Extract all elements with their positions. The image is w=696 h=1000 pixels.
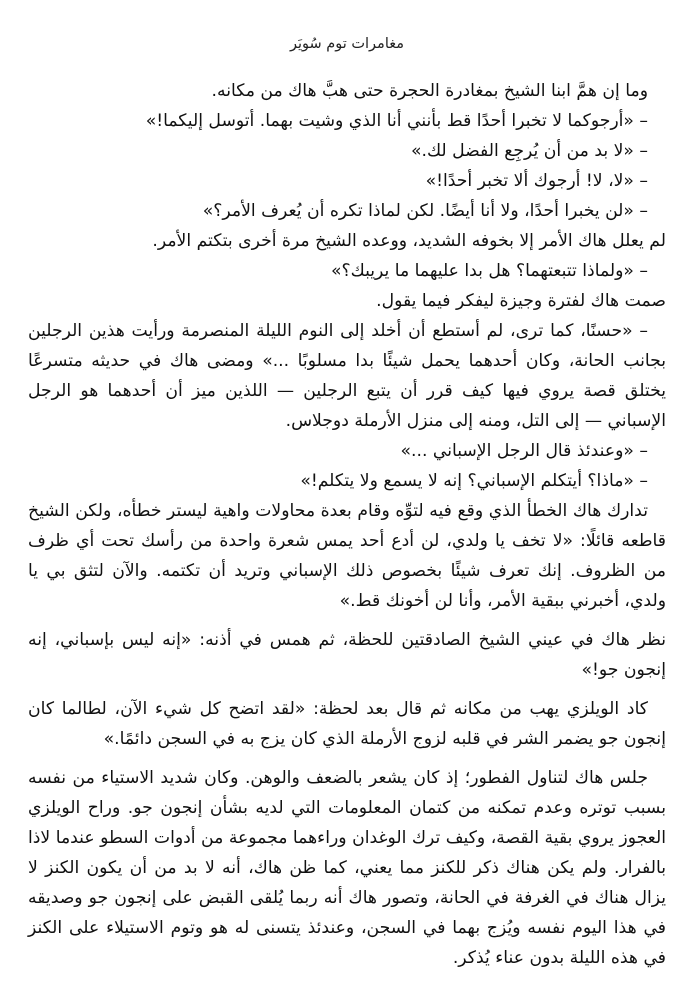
paragraph: تدارك هاك الخطأ الذي وقع فيه لتوِّه وقام بعدة محاولات واهية ليستر خطأه، ولكن الشيخ قاطعه قائلًا: «لا تخف يا ولدي، لن أدع أحد يمس شعرة واحدة من رأسك تحت أي ظرف من الظروف. إنك تعرف شيئًا بخصوص ذلك الإسباني وتريد أن تكتمه. والآن لتثق بي يا ولدي، أخبرني ببقية الأمر، وأنا لن أخونك قط.» (28, 501, 666, 611)
dialogue-line: – «ماذا؟ أيتكلم الإسباني؟ إنه لا يسمع ولا يتكلم!» (300, 471, 648, 491)
paragraph: جلس هاك لتناول الفطور؛ إذ كان يشعر بالضعف والوهن. وكان شديد الاستياء من نفسه بسبب توتره وعدم تمكنه من كتمان المعلومات التي لديه بشأن إنجون جو. وراح الويلزي العجوز يروي بقية القصة، وكيف ترك الوغدان وراءهما مجموعة من أدوات السطو عندما لاذا بالفرار. ولم يكن هناك ذكر للكنز مما يعني، كما ظن هاك، أنه لا بد من أن يكون الكنز لا يزال هناك في الغرفة في الحانة، وتصور هاك أنه ربما يُلقى القبض على إنجون جو وصديقه في هذا اليوم نفسه ويُزج بهما في السجن، وعندئذ يتسنى له هو وتوم الاستيلاء على الكنز في هذه الليلة بدون عناء يُذكر. (28, 768, 666, 968)
paragraph: وما إن همَّ ابنا الشيخ بمغادرة الحجرة حتى هبَّ هاك من مكانه. (211, 81, 648, 101)
dialogue-line: – «ولماذا تتبعتهما؟ هل بدا عليهما ما يريبك؟» (330, 261, 648, 281)
dialogue-line: – «لا، لا! أرجوك ألا تخبر أحدًا!» (425, 171, 648, 191)
running-header-title: مغامرات توم سُويَر (289, 36, 405, 52)
paragraph: نظر هاك في عيني الشيخ الصادقتين للحظة، ثم همس في أذنه: «إنه ليس بإسباني، إنه إنجون جو!» (28, 630, 666, 680)
dialogue-paragraph: – «حسنًا، كما ترى، لم أستطع أن أخلد إلى النوم الليلة المنصرمة ورأيت هذين الرجلين بجانب الحانة، وكان أحدهما يحمل شيئًا بدا مسلوبًا ...» ومضى هاك في حديثه متسرعًا يختلق قصة يروي فيها كيف قرر أن يتبع الرجلين — اللذين ميز أن أحدهما هو الرجل الإسباني — إلى التل، ومنه إلى منزل الأرملة دوجلاس. (28, 321, 666, 431)
dialogue-line: – «أرجوكما لا تخبرا أحدًا قط بأنني أنا الذي وشيت بهما. أتوسل إليكما!» (145, 111, 648, 131)
body-text (28, 76, 666, 973)
paragraph: لم يعلل هاك الأمر إلا بخوفه الشديد، ووعده الشيخ مرة أخرى بتكتم الأمر. (152, 231, 666, 251)
paragraph: صمت هاك لفترة وجيزة ليفكر فيما يقول. (376, 291, 666, 311)
dialogue-line: – «لن يخبرا أحدًا، ولا أنا أيضًا. لكن لماذا تكره أن يُعرف الأمر؟» (202, 201, 648, 221)
dialogue-line: – «وعندئذ قال الرجل الإسباني ...» (400, 441, 648, 461)
paragraph: كاد الويلزي يهب من مكانه ثم قال بعد لحظة: «لقد اتضح كل شيء الآن، لطالما كان إنجون جو يضمر الشر في قلبه لزوج الأرملة الذي كان يزج به في السجن دائمًا.» (28, 699, 666, 749)
dialogue-line: – «لا بد من أن يُرجِع الفضل لك.» (410, 141, 648, 161)
